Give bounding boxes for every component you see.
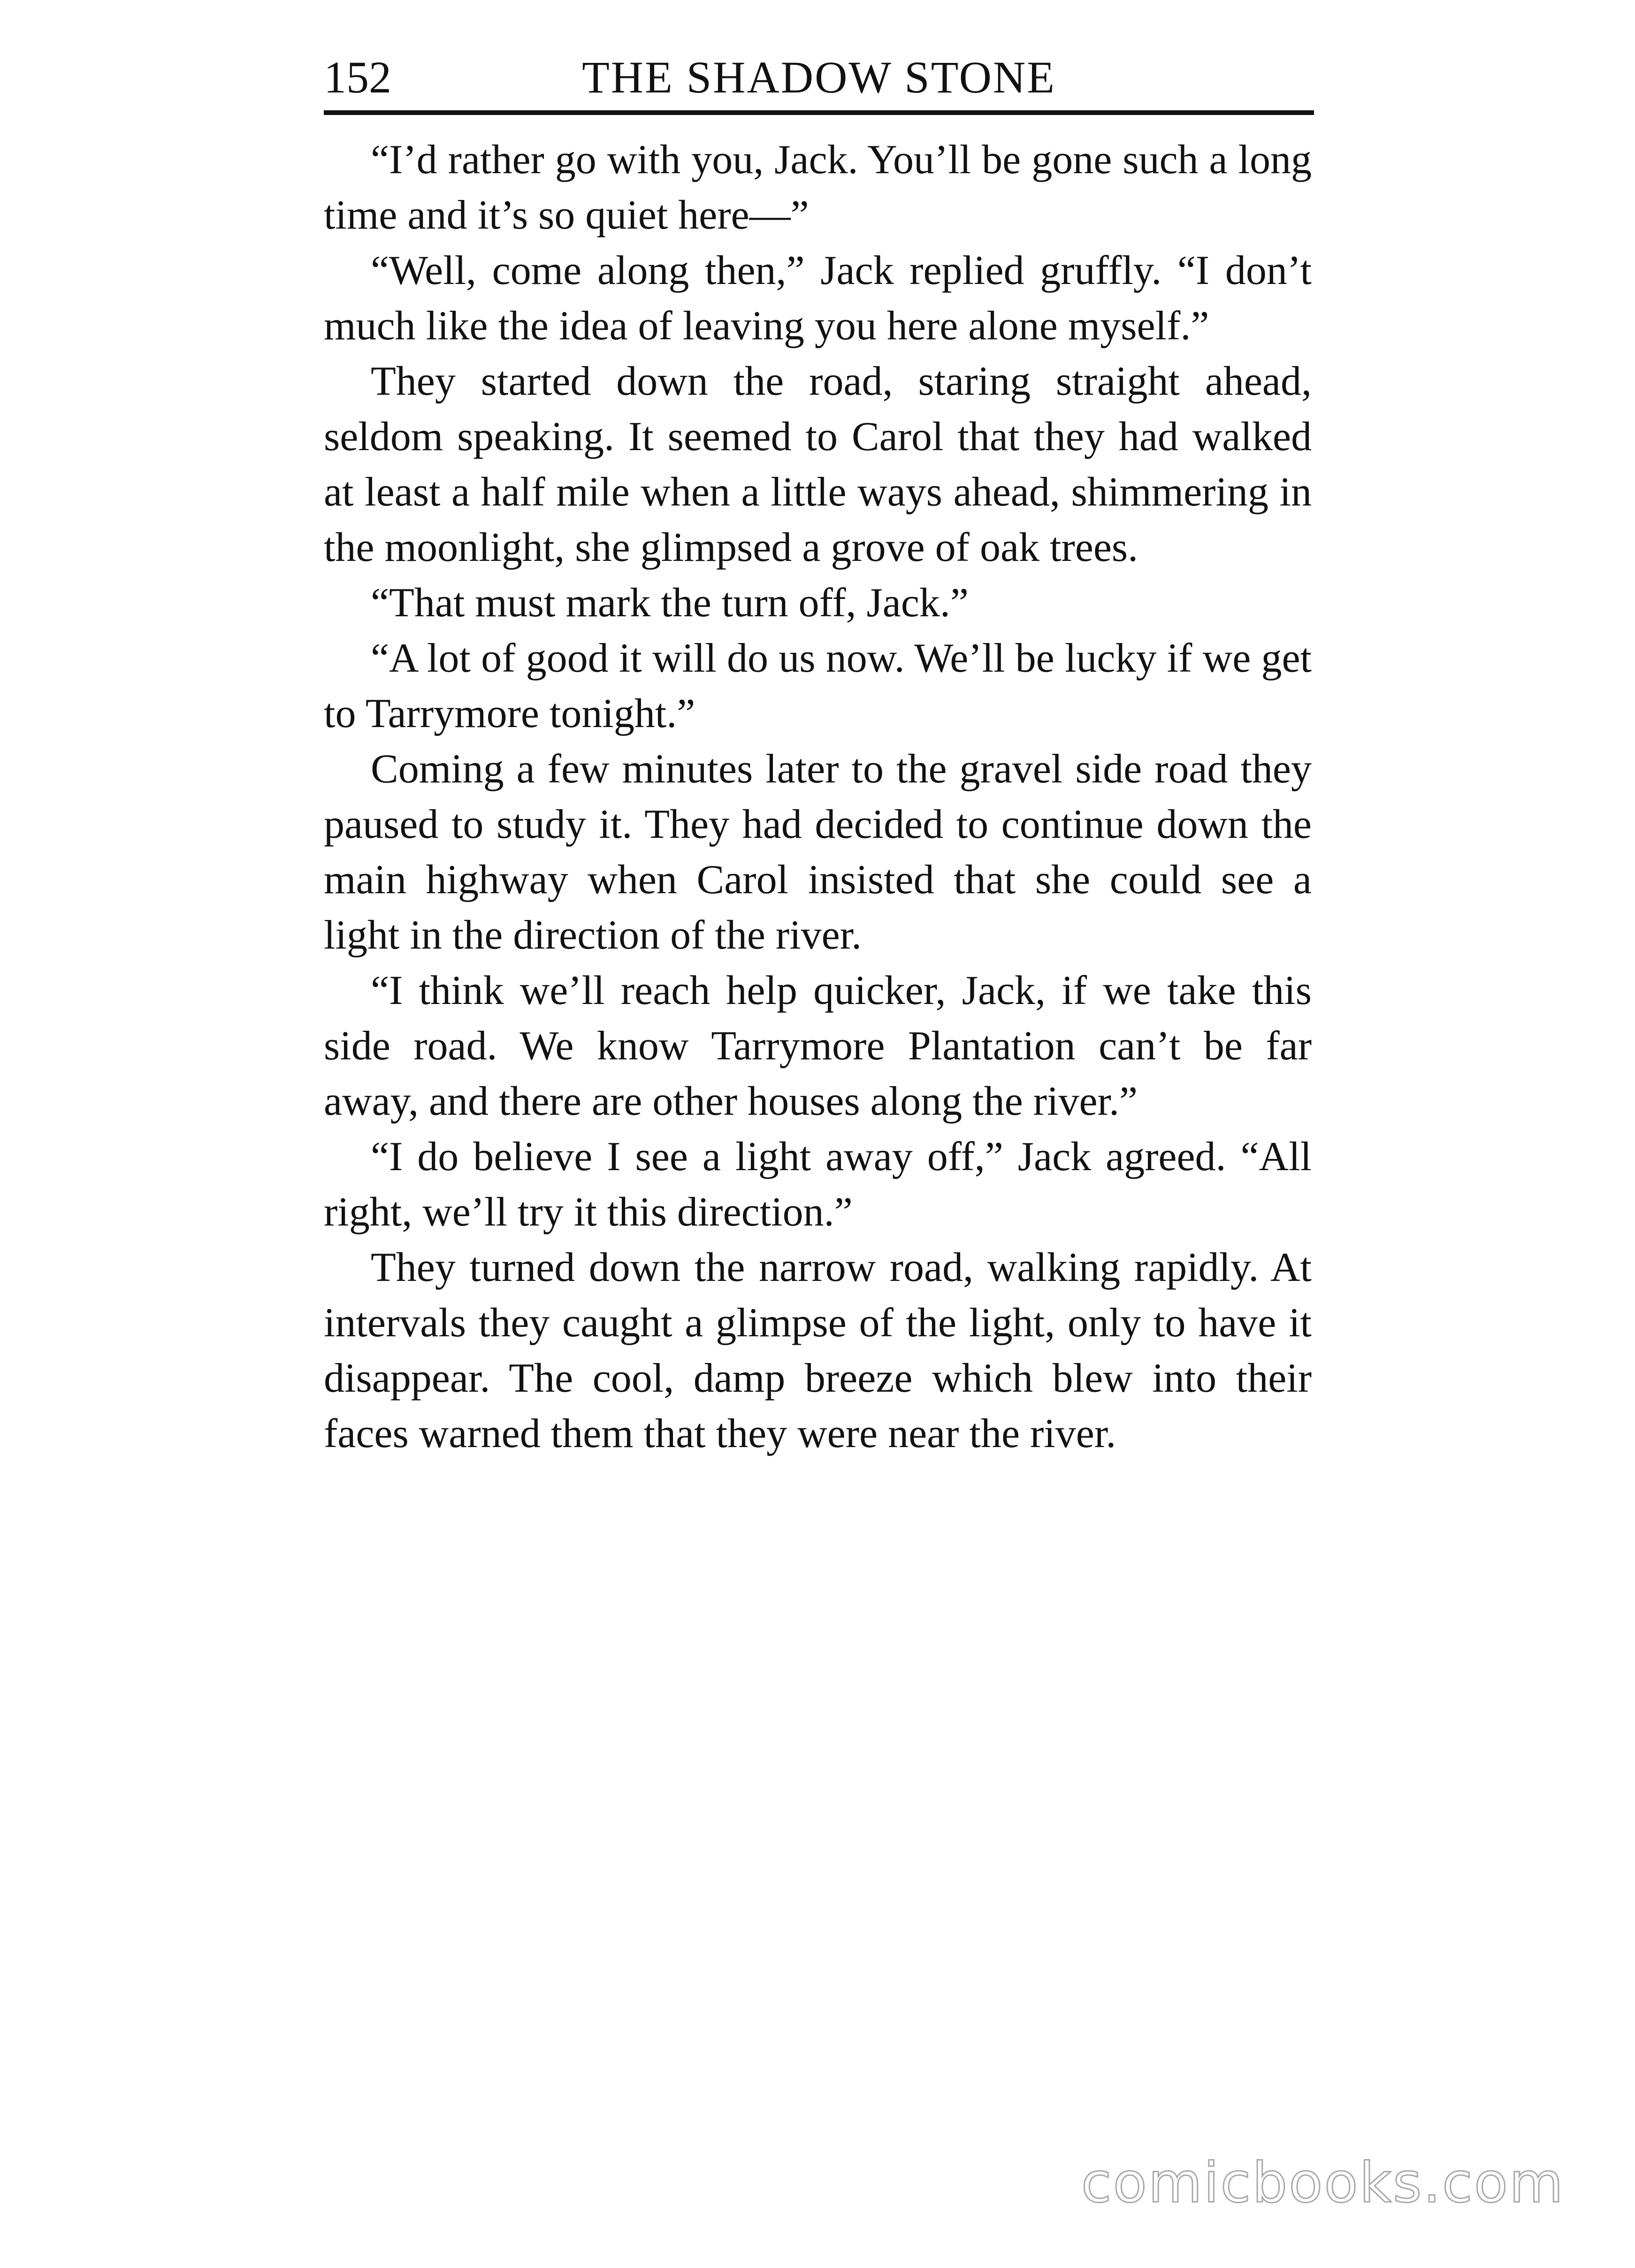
paragraph: “I’d rather go with you, Jack. You’ll be gone such a long time and it’s so quiet here—” (324, 137, 1312, 238)
body-text (324, 132, 1312, 1462)
page-number: 152 (324, 52, 391, 102)
paragraph: “Well, come along then,” Jack replied gruffly. “I don’t much like the idea of leaving you here alone myself.” (324, 248, 1312, 349)
paragraph: They started down the road, staring straight ahead, seldom speaking. It seemed to Carol that they had walked at least a half mile when a little ways ahead, shimmering in the moonlight, she glimpsed a grove of oak trees. (324, 359, 1312, 570)
paragraph: Coming a few minutes later to the gravel side road they paused to study it. They had decided to continue down the main highway when Carol insisted that she could see a light in the direction of the river. (324, 746, 1312, 958)
paragraph: “I think we’ll reach help quicker, Jack, if we take this side road. We know Tarrymore Plantation can’t be far away, and there are other houses along the river.” (324, 968, 1312, 1124)
paragraph: “A lot of good it will do us now. We’ll be lucky if we get to Tarrymore tonight.” (324, 636, 1312, 736)
running-title: THE SHADOW STONE (582, 52, 1056, 102)
running-head (324, 45, 1314, 115)
paragraph: They turned down the narrow road, walking rapidly. At intervals they caught a glimpse of the light, only to have it disappear. The cool, damp breeze which blew into their faces warned them that they were near the river. (324, 1245, 1312, 1456)
paragraph: “That must mark the turn off, Jack.” (371, 580, 969, 626)
watermark: comicbooks.com (1081, 2150, 1565, 2215)
paragraph: “I do believe I see a light away off,” Jack agreed. “All right, we’ll try it this direction.” (324, 1134, 1312, 1235)
